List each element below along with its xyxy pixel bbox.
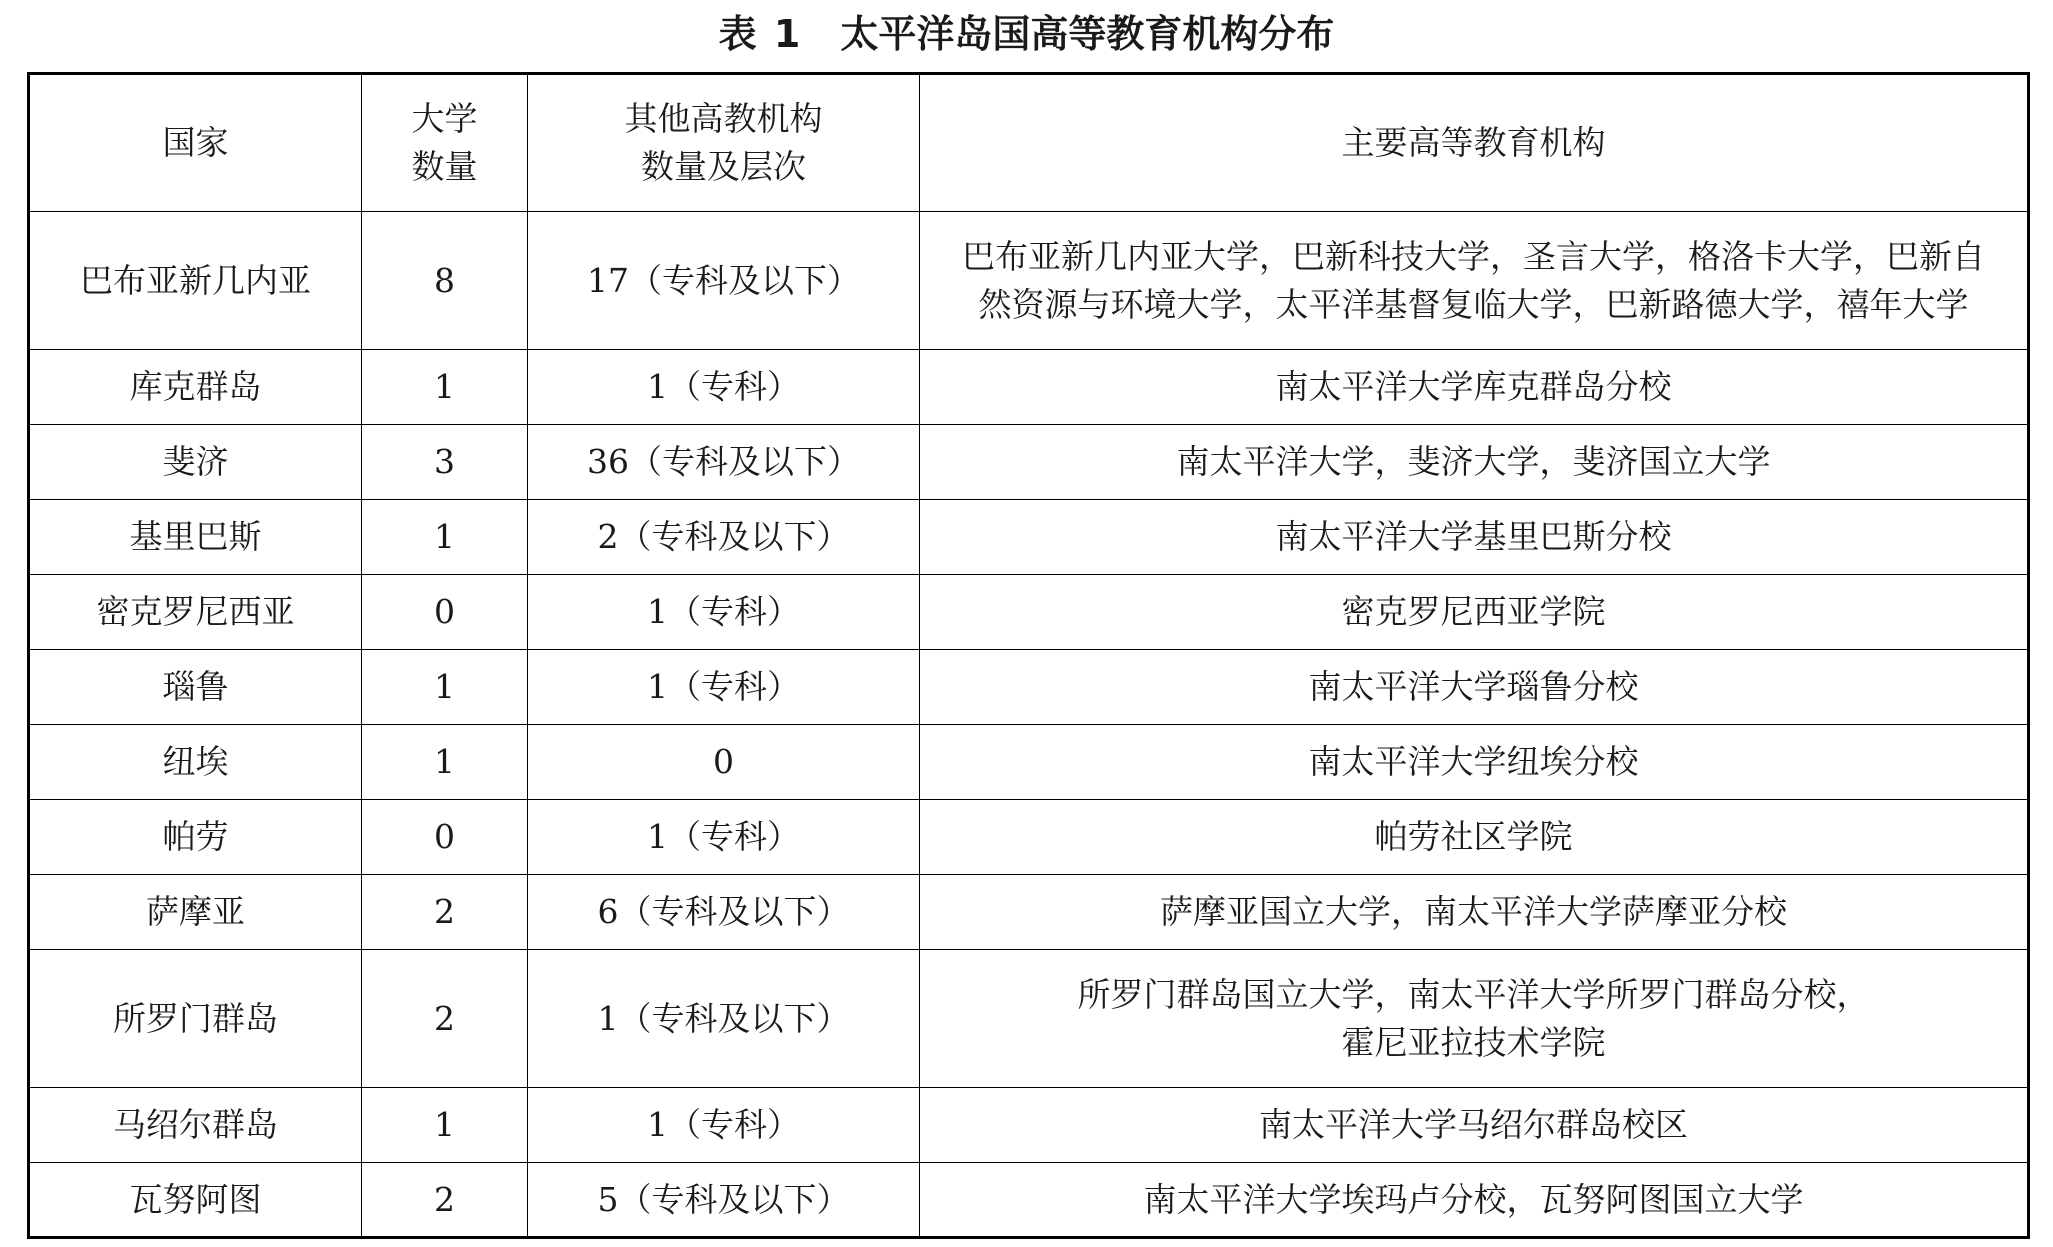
cell-institutions: 南太平洋大学，斐济大学，斐济国立大学 bbox=[920, 425, 2029, 500]
cell-univ-count: 2 bbox=[362, 950, 528, 1088]
cell-univ-count: 3 bbox=[362, 425, 528, 500]
table-row bbox=[29, 725, 2029, 800]
cell-institutions: 南太平洋大学马绍尔群岛校区 bbox=[920, 1088, 2029, 1163]
cell-other: 0 bbox=[528, 725, 920, 800]
header-univ-count-line: 大学 bbox=[411, 99, 478, 139]
cell-institutions: 帕劳社区学院 bbox=[920, 800, 2029, 875]
table-row bbox=[29, 875, 2029, 950]
table-row bbox=[29, 950, 2029, 1088]
header-country: 国家 bbox=[29, 74, 362, 212]
caption-number: 表 1 bbox=[718, 11, 803, 56]
table-row bbox=[29, 350, 2029, 425]
cell-country: 帕劳 bbox=[29, 800, 362, 875]
table-row bbox=[29, 212, 2029, 350]
cell-institutions: 萨摩亚国立大学，南太平洋大学萨摩亚分校 bbox=[920, 875, 2029, 950]
institutions-table bbox=[27, 72, 2030, 1239]
table-row bbox=[29, 575, 2029, 650]
cell-country: 纽埃 bbox=[29, 725, 362, 800]
cell-country: 瓦努阿图 bbox=[29, 1163, 362, 1238]
cell-institutions: 南太平洋大学库克群岛分校 bbox=[920, 350, 2029, 425]
cell-country: 基里巴斯 bbox=[29, 500, 362, 575]
cell-univ-count: 1 bbox=[362, 350, 528, 425]
institutions-line: 巴布亚新几内亚大学，巴新科技大学，圣言大学，格洛卡大学，巴新自 bbox=[962, 236, 1985, 276]
cell-other: 6（专科及以下） bbox=[528, 875, 920, 950]
cell-univ-count: 0 bbox=[362, 800, 528, 875]
table-caption bbox=[0, 0, 2053, 60]
cell-country: 库克群岛 bbox=[29, 350, 362, 425]
cell-institutions: 南太平洋大学基里巴斯分校 bbox=[920, 500, 2029, 575]
cell-univ-count: 1 bbox=[362, 500, 528, 575]
cell-univ-count: 1 bbox=[362, 650, 528, 725]
cell-country: 马绍尔群岛 bbox=[29, 1088, 362, 1163]
cell-institutions: 南太平洋大学瑙鲁分校 bbox=[920, 650, 2029, 725]
caption-title: 太平洋岛国高等教育机构分布 bbox=[840, 11, 1335, 56]
header-univ-count-line: 数量 bbox=[411, 147, 478, 186]
institutions-line: 所罗门群岛国立大学，南太平洋大学所罗门群岛分校， bbox=[1077, 974, 1870, 1014]
cell-univ-count: 1 bbox=[362, 725, 528, 800]
header-other-line: 其他高教机构 bbox=[624, 99, 823, 139]
table-row bbox=[29, 1163, 2029, 1238]
cell-other: 1（专科） bbox=[528, 350, 920, 425]
cell-country: 萨摩亚 bbox=[29, 875, 362, 950]
cell-institutions: 密克罗尼西亚学院 bbox=[920, 575, 2029, 650]
institutions-line: 然资源与环境大学，太平洋基督复临大学，巴新路德大学，禧年大学 bbox=[978, 284, 1969, 324]
cell-other: 17（专科及以下） bbox=[528, 212, 920, 350]
header-other-line: 数量及层次 bbox=[641, 147, 806, 186]
cell-other: 1（专科） bbox=[528, 650, 920, 725]
cell-univ-count: 0 bbox=[362, 575, 528, 650]
cell-other: 1（专科） bbox=[528, 575, 920, 650]
cell-country: 瑙鲁 bbox=[29, 650, 362, 725]
cell-univ-count: 2 bbox=[362, 1163, 528, 1238]
cell-institutions bbox=[920, 950, 2029, 1088]
cell-other: 36（专科及以下） bbox=[528, 425, 920, 500]
cell-country: 所罗门群岛 bbox=[29, 950, 362, 1088]
cell-univ-count: 8 bbox=[362, 212, 528, 350]
cell-other: 2（专科及以下） bbox=[528, 500, 920, 575]
institutions-line: 霍尼亚拉技术学院 bbox=[1341, 1022, 1606, 1062]
table-row bbox=[29, 800, 2029, 875]
cell-other: 1（专科） bbox=[528, 800, 920, 875]
header-other bbox=[528, 74, 920, 212]
table-row bbox=[29, 500, 2029, 575]
table-row bbox=[29, 425, 2029, 500]
cell-institutions bbox=[920, 212, 2029, 350]
cell-country: 巴布亚新几内亚 bbox=[29, 212, 362, 350]
cell-institutions: 南太平洋大学纽埃分校 bbox=[920, 725, 2029, 800]
table-row bbox=[29, 1088, 2029, 1163]
header-univ-count bbox=[362, 74, 528, 212]
cell-other: 1（专科及以下） bbox=[528, 950, 920, 1088]
table-row bbox=[29, 650, 2029, 725]
cell-country: 密克罗尼西亚 bbox=[29, 575, 362, 650]
cell-other: 5（专科及以下） bbox=[528, 1163, 920, 1238]
header-main-institutions: 主要高等教育机构 bbox=[920, 74, 2029, 212]
cell-country: 斐济 bbox=[29, 425, 362, 500]
cell-univ-count: 2 bbox=[362, 875, 528, 950]
cell-institutions: 南太平洋大学埃玛卢分校，瓦努阿图国立大学 bbox=[920, 1163, 2029, 1238]
header-row bbox=[29, 74, 2029, 212]
cell-univ-count: 1 bbox=[362, 1088, 528, 1163]
cell-other: 1（专科） bbox=[528, 1088, 920, 1163]
